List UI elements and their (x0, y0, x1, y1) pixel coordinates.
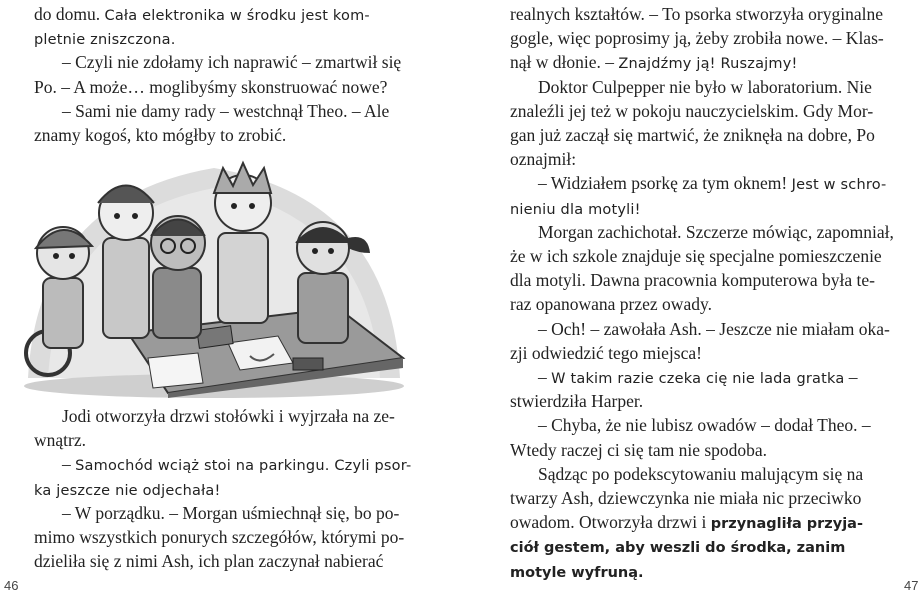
text-segment: – W porządku. – Morgan uśmiechnął się, bo po- (62, 502, 400, 523)
right-page (460, 0, 920, 608)
text-segment: – Chyba, że nie lubisz owadów – dodał Theo. – (538, 415, 871, 436)
text-segment: dla motyli. Dawna pracownia komputerowa była te- (510, 270, 875, 291)
text-segment: wnątrz. (34, 430, 86, 451)
text-line (510, 559, 644, 585)
text-segment: mimo wszystkich ponurych szczegółów, którymi po- (34, 527, 405, 547)
text-line (62, 99, 389, 123)
kids-around-table-illustration (18, 158, 410, 398)
page-number-right: 47 (904, 578, 919, 593)
text-segment: Cała elektronika w środku jest kom- (104, 8, 370, 24)
text-line (34, 75, 387, 99)
text-line (510, 389, 643, 413)
text-line (510, 534, 845, 560)
text-line (34, 2, 370, 28)
text-segment: gan już zaczął się martwić, że zniknęła na dobre, Po (510, 125, 875, 145)
text-segment: – Sami nie damy rady – westchnął Theo. – Ale (62, 100, 390, 121)
text-segment: znamy kogoś, kto mógłby to zrobić. (34, 125, 287, 145)
text-segment: zji odwiedzić tego miejsca! (510, 342, 702, 363)
text-line (510, 26, 884, 50)
text-segment: oznajmił: (510, 149, 577, 170)
text-segment: że w ich szkole znajduje się specjalne pomieszczenie (510, 246, 882, 266)
text-line (62, 404, 395, 428)
text-line (62, 501, 399, 525)
text-segment: Doktor Culpepper nie było w laboratorium. Nie (538, 76, 872, 97)
text-line (510, 2, 883, 26)
text-line (510, 486, 861, 510)
text-line (34, 26, 176, 52)
text-segment: ciół gestem, aby weszli do środka, zanim (510, 540, 846, 557)
text-segment: Samochód wciąż stoi na parkingu. Czyli psor- (75, 458, 412, 475)
text-line (538, 220, 894, 244)
text-line (510, 50, 798, 76)
text-line (510, 196, 641, 222)
text-segment: – (62, 454, 76, 475)
text-line (510, 147, 576, 171)
text-segment: Sądząc po podekscytowaniu malującym się na (538, 463, 864, 484)
text-line (510, 244, 882, 268)
text-segment: W takim razie czeka cię nie lada gratka (551, 371, 845, 387)
page-number-left: 46 (4, 578, 19, 593)
text-line (62, 50, 401, 74)
text-segment: Jest w schro- (791, 177, 887, 194)
text-segment: Po. – A może… moglibyśmy skonstruować nowe? (34, 76, 388, 97)
text-line (538, 413, 871, 437)
text-segment: do domu. (34, 4, 105, 24)
text-segment: motyle wyfruną. (510, 564, 644, 581)
text-segment: raz opanowana przez owady. (510, 294, 712, 315)
text-line (62, 452, 411, 478)
text-line (510, 123, 875, 147)
text-line (538, 317, 890, 341)
text-segment: Jodi otworzyła drzwi stołówki i wyjrzała na ze- (62, 406, 395, 426)
text-segment: nieniu dla motyli! (510, 201, 641, 218)
text-segment: ka jeszcze nie odjechała! (34, 482, 221, 499)
text-line (510, 341, 702, 365)
text-segment: przynagliła przyja- (710, 516, 863, 533)
text-line (538, 171, 886, 197)
text-segment: Wtedy raczej ci się tam nie spodoba. (510, 439, 768, 460)
text-segment: gogle, więc poprosimy ją, żeby zrobiła nowe. – Klas- (510, 28, 884, 49)
text-segment: twarzy Ash, dziewczynka nie miała nic przeciwko (510, 488, 862, 508)
text-line (538, 75, 872, 99)
text-line (34, 123, 286, 147)
text-segment: realnych kształtów. – To psorka stworzyła oryginalne (510, 4, 883, 24)
text-segment: dzieliła się z nimi Ash, ich plan zaczynał nabierać (34, 551, 384, 572)
text-segment: owadom. Otworzyła drzwi i (510, 512, 711, 533)
text-line (538, 365, 858, 391)
text-line (510, 292, 712, 316)
text-segment: – Widziałem psorkę za tym oknem! (538, 173, 792, 194)
text-segment: Znajdźmy ją! Ruszajmy! (618, 56, 798, 73)
text-segment: – Czyli nie zdołamy ich naprawić – zmartwił się (62, 52, 402, 73)
text-segment: Morgan zachichotał. Szczerze mówiąc, zapomniał, (538, 221, 894, 242)
text-segment: – (844, 367, 858, 387)
text-line (510, 99, 873, 123)
text-segment: – Och! – zawołała Ash. – Jeszcze nie miałam oka- (538, 318, 890, 339)
text-segment: pletnie zniszczona. (34, 32, 176, 49)
text-segment: stwierdziła Harper. (510, 391, 644, 412)
text-segment: – (538, 367, 552, 387)
text-line (34, 428, 86, 452)
text-line (34, 549, 383, 573)
text-line (34, 525, 404, 549)
text-line (510, 510, 863, 536)
text-line (510, 268, 875, 292)
text-segment: nął w dłonie. – (510, 52, 619, 73)
text-line (510, 438, 767, 462)
text-line (34, 477, 221, 503)
text-line (538, 462, 863, 486)
text-segment: znaleźli jej też w pokoju nauczycielskim. Gdy Mor- (510, 100, 874, 121)
